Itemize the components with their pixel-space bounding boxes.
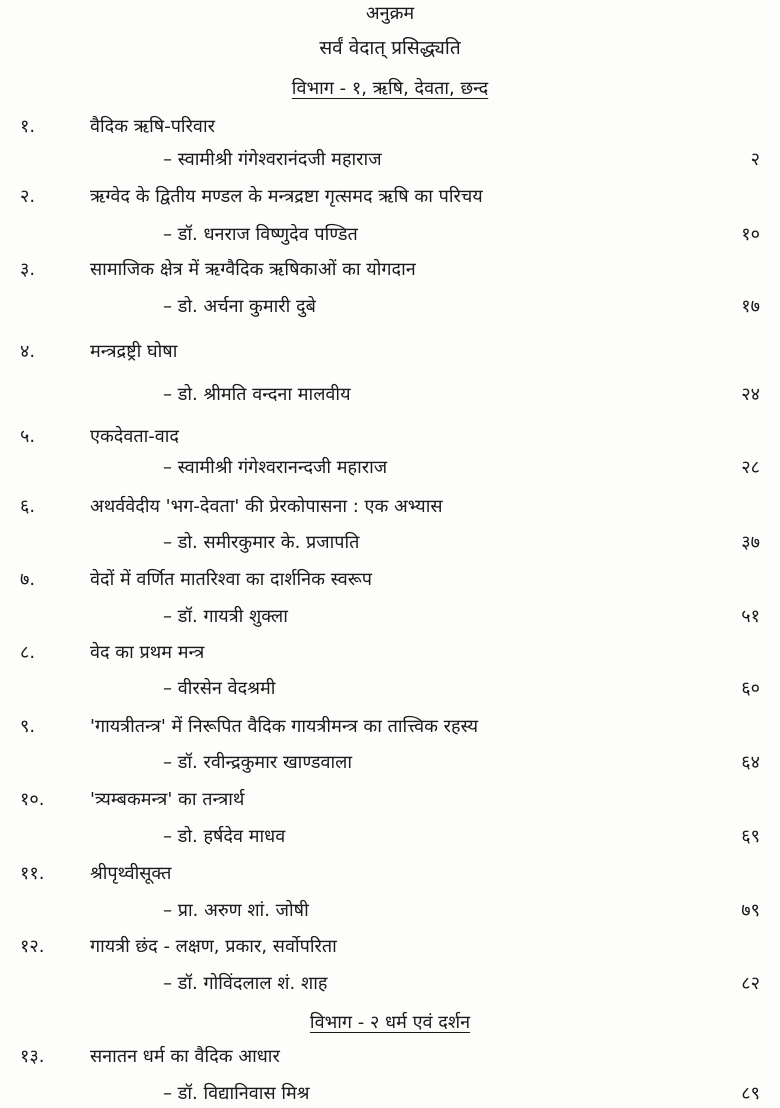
entry-page-number: ८९ xyxy=(741,1083,760,1104)
entry-author: – स्वामीश्री गंगेश्वरानन्दजी महाराज xyxy=(163,457,388,478)
entry-author: – डॉ. विद्यानिवास मिश्र xyxy=(163,1083,310,1104)
entry-number: ३. xyxy=(20,259,36,280)
entry-page-number: १७ xyxy=(741,296,760,317)
entry-number: ८. xyxy=(20,642,36,663)
entry-number: १. xyxy=(20,116,36,137)
entry-page-number: १० xyxy=(741,224,760,245)
entry-title: 'त्र्यम्बकमन्त्र' का तन्त्रार्थ xyxy=(90,789,245,810)
entry-author: – डॉ. धनराज विष्णुदेव पण्डित xyxy=(163,224,358,245)
entry-author: – स्वामीश्री गंगेश्वरानंदजी महाराज xyxy=(163,149,382,170)
entry-title: ऋग्वेद के द्वितीय मण्डल के मन्त्रद्रष्टा गृत्समद ऋषि का परिचय xyxy=(90,186,483,207)
entry-author: – डो. समीरकुमार के. प्रजापति xyxy=(163,532,360,553)
entry-author: – डो. अर्चना कुमारी दुबे xyxy=(163,296,316,317)
entry-number: १३. xyxy=(20,1046,45,1067)
entry-title: श्रीपृथ्वीसूक्त xyxy=(90,863,172,884)
entry-page-number: ६० xyxy=(741,678,760,699)
entry-number: ११. xyxy=(20,863,45,884)
entry-number: ६. xyxy=(20,496,36,517)
entry-title: 'गायत्रीतन्त्र' में निरूपित वैदिक गायत्रीमन्त्र का तात्त्विक रहस्य xyxy=(90,716,479,737)
entry-author: – डो. श्रीमति वन्दना मालवीय xyxy=(163,384,351,405)
entry-title: वैदिक ऋषि-परिवार xyxy=(90,116,215,137)
entry-number: ९. xyxy=(20,716,36,737)
entry-title: मन्त्रद्रष्ट्री घोषा xyxy=(90,341,178,362)
section-heading-2: विभाग - २ धर्म एवं दर्शन xyxy=(309,1012,471,1033)
entry-title: एकदेवता-वाद xyxy=(90,426,179,447)
entry-number: १०. xyxy=(20,789,45,810)
entry-page-number: ८२ xyxy=(741,973,760,994)
entry-author: – डो. हर्षदेव माधव xyxy=(163,826,286,847)
entry-number: ५. xyxy=(20,426,36,447)
entry-author: – डॉ. गायत्री शुक्ला xyxy=(163,606,288,627)
entry-page-number: २४ xyxy=(741,384,760,405)
section-heading-1: विभाग - १, ऋषि, देवता, छन्द xyxy=(291,78,489,99)
entry-number: ७. xyxy=(20,569,36,590)
entry-author: – प्रा. अरुण शां. जोषी xyxy=(163,900,309,921)
entry-page-number: २८ xyxy=(741,457,760,478)
page-subheading: सर्वं वेदात् प्रसिद्ध्यति xyxy=(319,37,461,59)
entry-page-number: ५१ xyxy=(741,606,760,627)
entry-title: वेद का प्रथम मन्त्र xyxy=(90,642,205,663)
entry-title: अथर्ववेदीय 'भग-देवता' की प्रेरकोपासना : एक अभ्यास xyxy=(90,496,443,517)
page-heading: अनुक्रम xyxy=(365,3,415,24)
entry-author: – वीरसेन वेदश्रमी xyxy=(163,678,276,699)
entry-title: सनातन धर्म का वैदिक आधार xyxy=(90,1046,280,1067)
entry-title: सामाजिक क्षेत्र में ऋग्वैदिक ऋषिकाओं का योगदान xyxy=(90,259,416,280)
entry-page-number: ६९ xyxy=(741,826,760,847)
entry-page-number: २ xyxy=(750,149,760,170)
entry-title: वेदों में वर्णित मातरिश्वा का दार्शनिक स्वरूप xyxy=(90,569,372,590)
entry-number: ४. xyxy=(20,341,36,362)
entry-author: – डॉ. रवीन्द्रकुमार खाण्डवाला xyxy=(163,752,353,773)
entry-number: २. xyxy=(20,186,36,207)
entry-page-number: ३७ xyxy=(741,532,760,553)
entry-title: गायत्री छंद - लक्षण, प्रकार, सर्वोपरिता xyxy=(90,936,337,957)
entry-author: – डॉ. गोविंदलाल शं. शाह xyxy=(163,973,328,994)
entry-page-number: ६४ xyxy=(741,752,760,773)
entry-page-number: ७९ xyxy=(741,900,760,921)
entry-number: १२. xyxy=(20,936,45,957)
